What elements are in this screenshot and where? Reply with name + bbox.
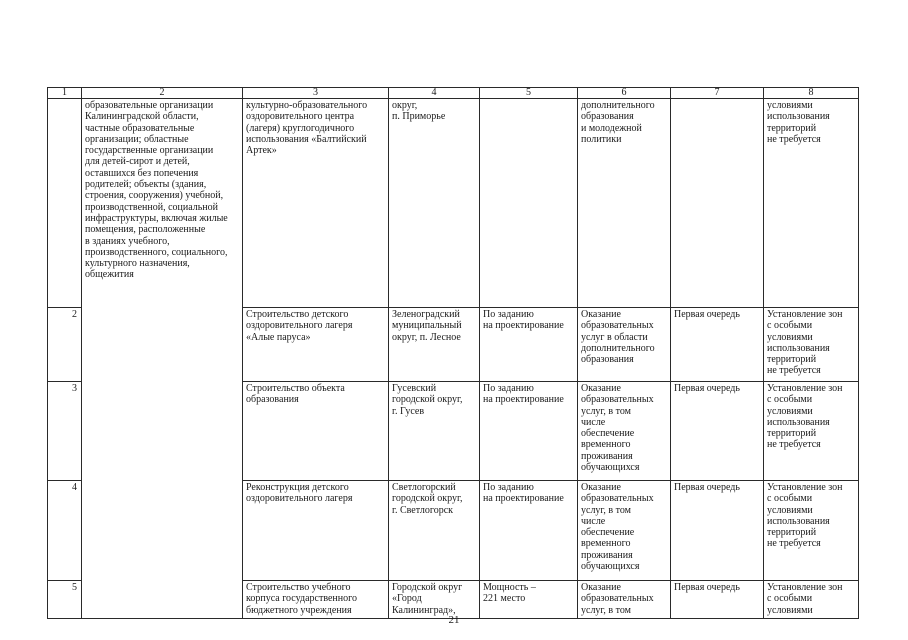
column-number-header-row: [48, 88, 859, 99]
object-name-cell: Реконструкция детского оздоровительного лагеря: [243, 481, 389, 581]
column-header: 8: [764, 88, 859, 99]
zones-cell: Установление зон с особыми условиями использования территорий не требуется: [764, 382, 859, 481]
stage-cell: [671, 99, 764, 308]
row-number-cell: 2: [48, 308, 82, 382]
column-header: 3: [243, 88, 389, 99]
stage-cell: Первая очередь: [671, 308, 764, 382]
location-cell: округ, п. Приморье: [389, 99, 480, 308]
column-header: 2: [82, 88, 243, 99]
location-cell: Зеленоградский муниципальный округ, п. Лесное: [389, 308, 480, 382]
row-number-cell: 4: [48, 481, 82, 581]
stage-cell: Первая очередь: [671, 382, 764, 481]
purpose-cell: Оказание образовательных услуг, в том: [578, 581, 671, 619]
purpose-cell: Оказание образовательных услуг в области дополнительного образования: [578, 308, 671, 382]
row-number-cell: [48, 99, 82, 308]
column-header: 5: [480, 88, 578, 99]
stage-cell: Первая очередь: [671, 481, 764, 581]
purpose-cell: дополнительного образования и молодежной политики: [578, 99, 671, 308]
row-number-cell: 3: [48, 382, 82, 481]
object-type-cell: образовательные организации Калининградской области, частные образовательные организации; областные государственные организации для детей-сирот и детей, оставшихся без попечения родителей; объекты (здания, строения, сооружения) учебной, производственной, социальной инфраструктуры, включая жилые помещения, расположенные в зданиях учебного, производственного, социального, культурного назначения, общежития: [82, 99, 243, 619]
capacity-cell: По заданию на проектирование: [480, 382, 578, 481]
table-row-continued: [48, 99, 859, 308]
page-number: 21: [448, 614, 460, 626]
object-name-cell: Строительство детского оздоровительного лагеря «Алые паруса»: [243, 308, 389, 382]
capacity-cell: По заданию на проектирование: [480, 481, 578, 581]
row-number-cell: 5: [48, 581, 82, 619]
purpose-cell: Оказание образовательных услуг, в том числе обеспечение временного проживания обучающихся: [578, 481, 671, 581]
zones-cell: Установление зон с особыми условиями: [764, 581, 859, 619]
planning-table: [47, 87, 859, 619]
object-name-cell: культурно-образовательного оздоровительного центра (лагеря) круглогодичного использования «Балтийский Артек»: [243, 99, 389, 308]
capacity-cell: [480, 99, 578, 308]
column-header: 7: [671, 88, 764, 99]
object-name-cell: Строительство учебного корпуса государственного бюджетного учреждения: [243, 581, 389, 619]
zones-cell: условиями использования территорий не требуется: [764, 99, 859, 308]
location-cell: Городской округ «Город Калининград»,: [389, 581, 480, 619]
zones-cell: Установление зон с особыми условиями использования территорий не требуется: [764, 308, 859, 382]
column-header: 1: [48, 88, 82, 99]
zones-cell: Установление зон с особыми условиями использования территорий не требуется: [764, 481, 859, 581]
stage-cell: Первая очередь: [671, 581, 764, 619]
object-name-cell: Строительство объекта образования: [243, 382, 389, 481]
purpose-cell: Оказание образовательных услуг, в том числе обеспечение временного проживания обучающихся: [578, 382, 671, 481]
location-cell: Гусевский городской округ, г. Гусев: [389, 382, 480, 481]
column-header: 6: [578, 88, 671, 99]
capacity-cell: По заданию на проектирование: [480, 308, 578, 382]
capacity-cell: Мощность – 221 место: [480, 581, 578, 619]
column-header: 4: [389, 88, 480, 99]
location-cell: Светлогорский городской округ, г. Светлогорск: [389, 481, 480, 581]
